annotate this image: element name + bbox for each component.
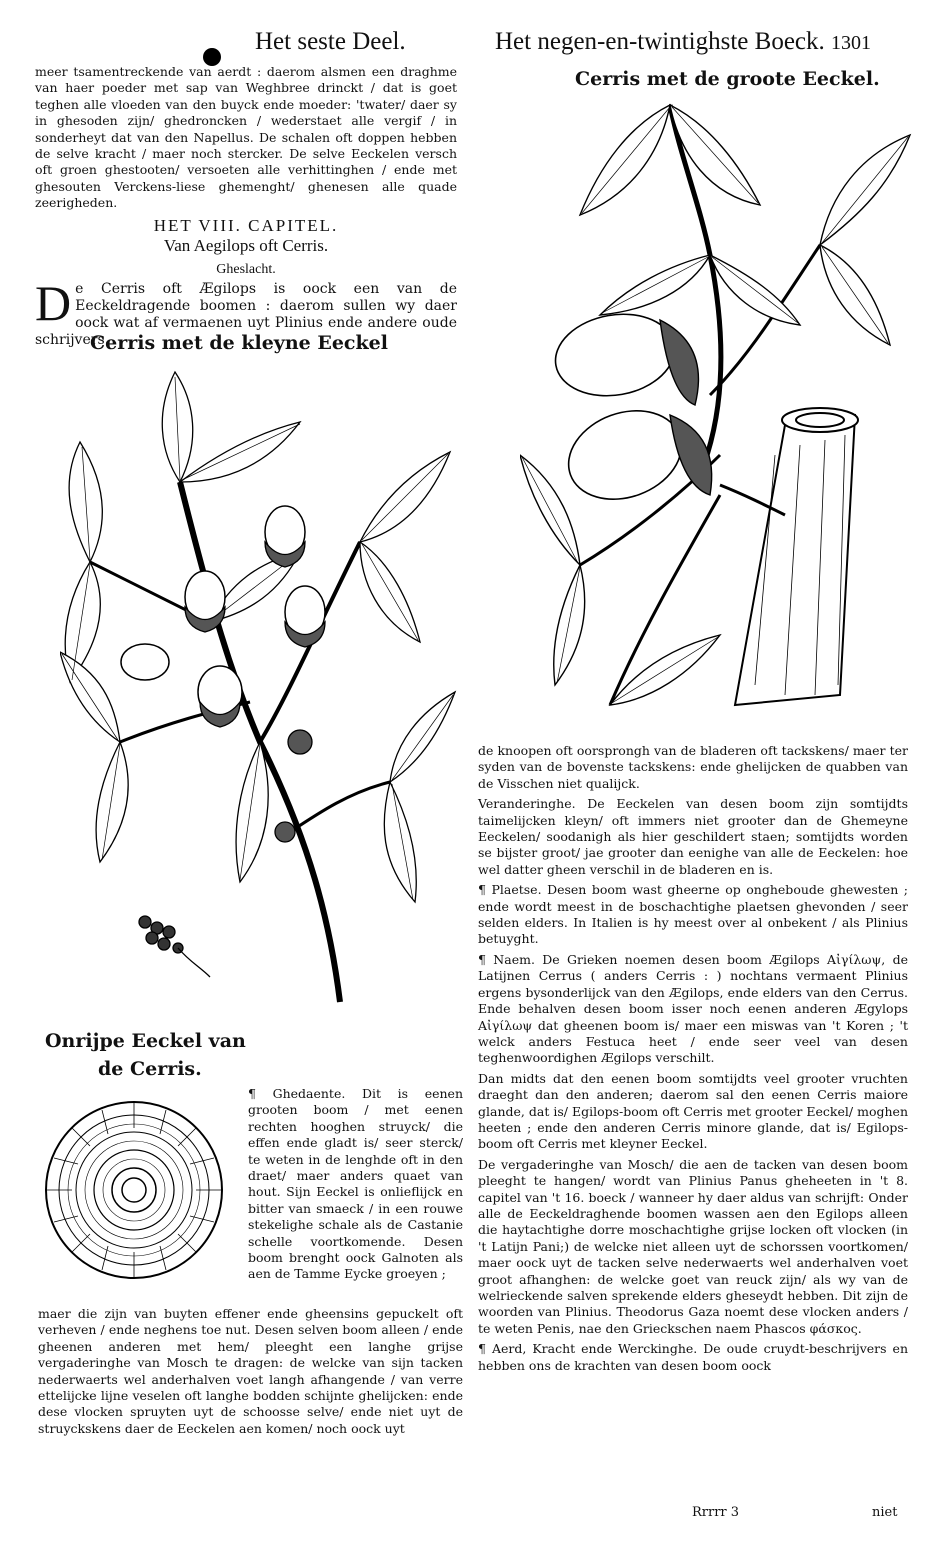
catchword: niet [872, 1505, 898, 1520]
ghedaente-block [248, 1086, 463, 1287]
running-header-right [495, 28, 871, 56]
left-bottom-paragraph: maer die zijn van buyten effener ende gheensins gepuckelt oft verheven / ende neghens toe nut. Desen selven boom alleen / ende gheenen anderen met hem/ pleeght een langhe grijse vergaderinghe van Mosch te dragen: de welcke van sijn tacken nederwaerts wel anderhalven voet langh afhangende / van verre ettelijcke lijne veselen oft langhe bodden schijnte ghelijcken: ende dese vlocken spruyten uyt de schoosse selve/ ende niet uyt de struyckskens daer de Eeckelen aen komen/ noch oock uyt [38, 1306, 463, 1436]
right-p-plaetse: ¶ Plaetse. Desen boom wast gheerne op ongheboude ghewesten ; ende wordt meest in de boschachtighe plaetsen ghevonden / seer selden elders. In Italien is hy meest over al onbekent / als Plinius betuyght. [478, 882, 908, 947]
left-column-top [35, 64, 457, 353]
right-p-aerd: ¶ Aerd, Kracht ende Werckinghe. De oude cruydt-beschrijvers en hebben ons de krachten van desen boom oock [478, 1341, 908, 1373]
gheslacht-text: e Cerris oft Ægilops is oock een van de Eeckeldragende boomen : daerom sullen wy daer oock wat af vermaenen uyt Plinius ende andere oude schrijvers. [35, 280, 457, 348]
signature-mark: Rrrrr 3 [692, 1505, 740, 1520]
section-gheslacht: Gheslacht. [216, 262, 276, 278]
running-header-left: Het seste Deel. [255, 28, 406, 55]
right-p-mosch: De vergaderinghe van Mosch/ die aen de tacken van desen boom pleeght te hangen/ wordt van Plinius Panus gheheeten in 't 8. capitel van 't 16. boeck / wanneer hy daer aldus van schrijft: Onder alle de Eeckeldraghende boomen wassen aen den Egilops alleen die haytachtighe dorre moschachtighe grijse locken oft vlocken (in 't Latijn Pani;) de welcke niet alleen uyt de schorssen voortkomen/ maer oock uyt de tacken selve nederwaerts wel anderhalven voet groot afhanghen: de welcke goet van reuck zijn/ als wy van de welrieckende salven sprekende elders gheseydt hebben. Dit zijn de woorden van Plinius. Theodorus Gaza noemt dese vlocken anders / te weten Penis, nae den Grieckschen naem Phascos φάσκος. [478, 1156, 908, 1336]
woodcut-unripe-acorn-cup [42, 1098, 227, 1283]
right-column-text [478, 743, 908, 1378]
chapter-title: Van Aegilops oft Cerris. [163, 236, 329, 256]
figure-caption-large-acorn: Cerris met de groote Eeckel. [575, 68, 880, 90]
book-title: Het negen-en-twintighste Boeck. [495, 28, 825, 55]
right-p-naem: ¶ Naem. De Grieken noemen desen boom Ægilops Αἰγίλωψ, de Latijnen Cerrus ( anders Cerris : ) nochtans vermaent Plinius ergens bysonderlijck van den Ægilops, ende elders van den Cerrus. Ende behalven desen boom isser noch eenen anderen Ægylops Αἰγίλωψ dat gheenen boom is/ maer een miswas van 't Koren ; 't welck anders Festuca heet / ende seer veel van desen teghenwoordighen Ægilops verschilt. [478, 951, 908, 1066]
right-p-midts: Dan midts dat den eenen boom somtijdts veel grooter vruchten draeght dan den anderen; daerom sal den eenen Cerris maiore glande, dat is/ Egilops-boom oft Cerris met grooter Eeckel/ moghen heeten ; ende den anderen Cerris minore glande, dat is/ Egilops-boom oft Cerris met kleyner Eeckel. [478, 1070, 908, 1152]
woodcut-large-acorn-branch [520, 95, 915, 740]
figure-caption-unripe-line1: Onrijpe Eeckel van [45, 1030, 246, 1052]
right-p-veranderinghe: Veranderinghe. De Eeckelen van desen boom zijn somtijdts taimelijcken kleyn/ oft immers niet grooter dan de Ghemeyne Eeckelen/ soodanigh als hier geschildert staen; somtijdts worden se bijster groot/ jae grooter dan eenighe van alle de Eeckelen: hoe wel datter gheen verschil in de bladeren en is. [478, 796, 908, 877]
right-p-knoopen: de knoopen oft oorsprongh van de bladeren oft tackskens/ maer ter syden van de bovenste tackskens: ende ghelijcken de quabben van de Visschen niet qualijck. [478, 743, 908, 791]
intro-paragraph: meer tsamentreckende van aerdt : daerom alsmen een draghme van haer poeder met sap van Weghbree drinckt / dat is goet teghen alle vloeden van den buyck ende moeder: 'twater/ daer sy in ghesoden zijn/ ghedroncken / wederstaet alle vergif / in sonderheyt dat van den Napellus. De schalen oft doppen hebben de selve kracht / maer noch stercker. De selve Eeckelen versch oft groen ghestooten/ versoeten alle verhittinghen / ende met ghesouten Verckens-liese ghemenght/ ghenesen alle quade zeerigheden. [35, 64, 457, 211]
ghedaente-paragraph: ¶ Ghedaente. Dit is eenen grooten boom / met eenen rechten hooghen struyck/ die effen ende gladt is/ seer sterck/ te weten in de lenghde oft in den draet/ maer anders quaet van hout. Sijn Eeckel is onlieflijck en bitter van smaeck / in een rouwe stekelighe schale als de Castanie schelle voortkomende. Desen boom brenght oock Galnoten als aen de Tamme Eycke groeyen ; [248, 1086, 463, 1282]
figure-caption-unripe-line2: de Cerris. [98, 1058, 202, 1080]
page-number: 1301 [831, 32, 872, 54]
left-column-bottom [38, 1306, 463, 1441]
drop-cap: D [35, 274, 72, 331]
woodcut-small-acorn-branch [60, 362, 460, 1012]
chapter-heading: HET VIII. CAPITEL. [153, 215, 339, 235]
figure-caption-small-acorn: Cerris met de kleyne Eeckel [90, 332, 388, 354]
